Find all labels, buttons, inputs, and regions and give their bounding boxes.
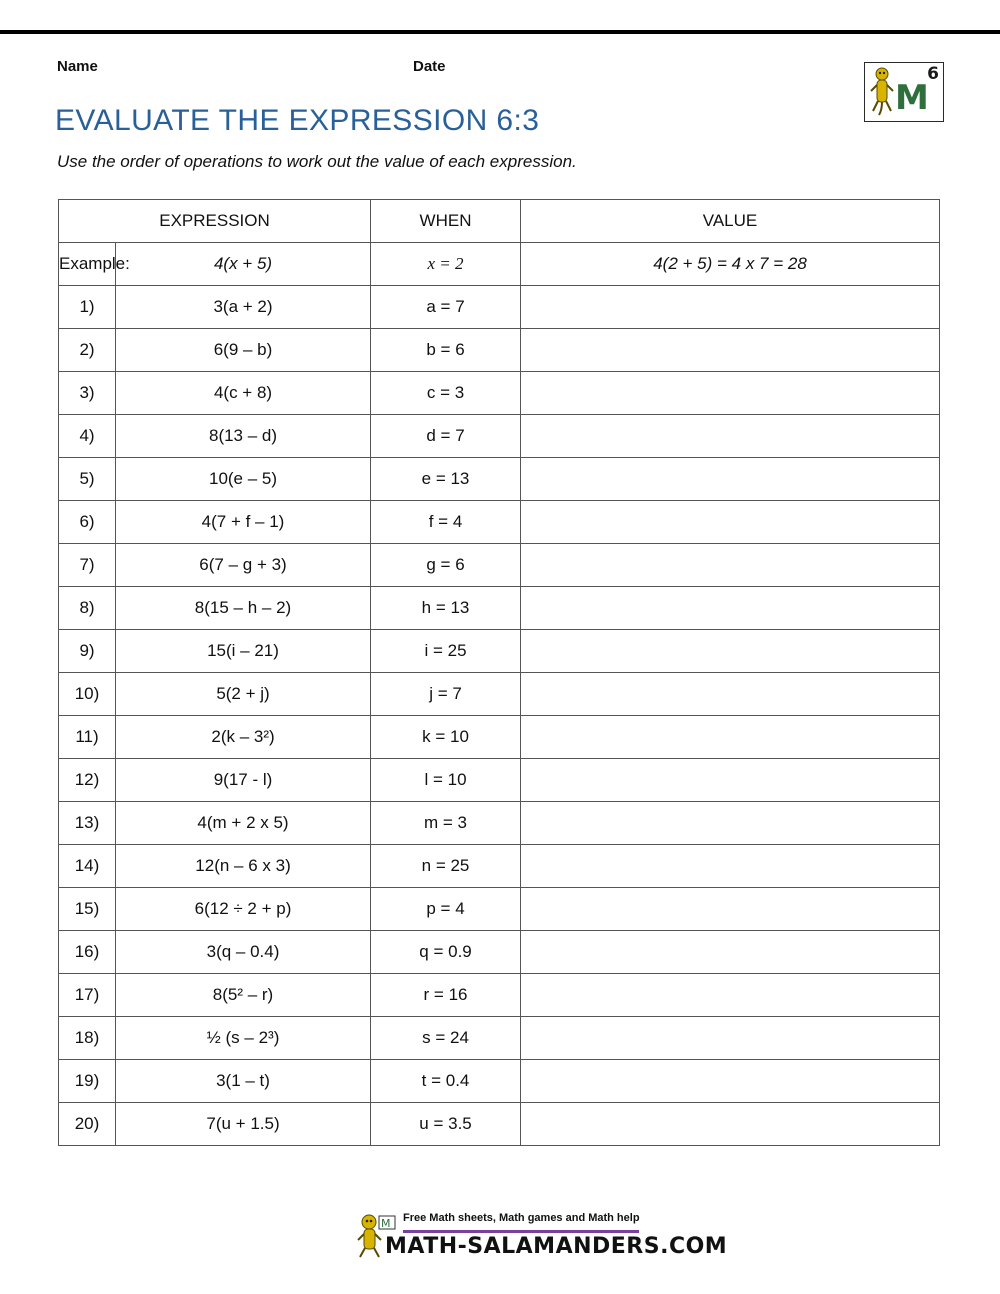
table-row bbox=[59, 458, 940, 501]
example-value: 4(2 + 5) = 4 x 7 = 28 bbox=[521, 243, 940, 286]
row-number: 8) bbox=[59, 587, 116, 630]
footer-divider-bar bbox=[403, 1230, 639, 1233]
row-number: 7) bbox=[59, 544, 116, 587]
row-answer-box[interactable] bbox=[521, 1017, 940, 1060]
row-expression: 8(13 – d) bbox=[116, 415, 371, 458]
row-expression: 15(i – 21) bbox=[116, 630, 371, 673]
table-row bbox=[59, 974, 940, 1017]
table-row bbox=[59, 286, 940, 329]
row-when: e = 13 bbox=[371, 458, 521, 501]
row-expression: 9(17 - l) bbox=[116, 759, 371, 802]
row-answer-box[interactable] bbox=[521, 888, 940, 931]
page-subtitle: Use the order of operations to work out the value of each expression. bbox=[57, 152, 577, 171]
row-number: 19) bbox=[59, 1060, 116, 1103]
example-when: x = 2 bbox=[371, 243, 521, 286]
row-expression: 7(u + 1.5) bbox=[116, 1103, 371, 1146]
table-row bbox=[59, 544, 940, 587]
row-number: 15) bbox=[59, 888, 116, 931]
name-field-label: Name bbox=[57, 58, 98, 75]
table-row bbox=[59, 888, 940, 931]
row-number: 6) bbox=[59, 501, 116, 544]
example-label: Example: bbox=[59, 243, 116, 286]
row-number: 3) bbox=[59, 372, 116, 415]
grade-logo-box bbox=[864, 62, 944, 122]
row-expression: 3(1 – t) bbox=[116, 1060, 371, 1103]
grade-number-badge: 6 bbox=[927, 64, 939, 84]
expression-table bbox=[58, 199, 940, 1146]
row-answer-box[interactable] bbox=[521, 1060, 940, 1103]
row-expression: 6(7 – g + 3) bbox=[116, 544, 371, 587]
row-number: 18) bbox=[59, 1017, 116, 1060]
row-answer-box[interactable] bbox=[521, 544, 940, 587]
row-answer-box[interactable] bbox=[521, 845, 940, 888]
row-when: k = 10 bbox=[371, 716, 521, 759]
page-footer bbox=[0, 1206, 1000, 1273]
row-number: 20) bbox=[59, 1103, 116, 1146]
table-row bbox=[59, 802, 940, 845]
example-expression: 4(x + 5) bbox=[116, 243, 371, 286]
row-expression: 5(2 + j) bbox=[116, 673, 371, 716]
page-title: EVALUATE THE EXPRESSION 6:3 bbox=[55, 104, 540, 137]
table-row bbox=[59, 630, 940, 673]
row-when: t = 0.4 bbox=[371, 1060, 521, 1103]
row-answer-box[interactable] bbox=[521, 415, 940, 458]
row-when: d = 7 bbox=[371, 415, 521, 458]
table-row bbox=[59, 501, 940, 544]
row-answer-box[interactable] bbox=[521, 759, 940, 802]
row-expression: 12(n – 6 x 3) bbox=[116, 845, 371, 888]
row-answer-box[interactable] bbox=[521, 931, 940, 974]
row-number: 9) bbox=[59, 630, 116, 673]
row-number: 17) bbox=[59, 974, 116, 1017]
row-when: r = 16 bbox=[371, 974, 521, 1017]
row-expression: ½ (s – 2³) bbox=[116, 1017, 371, 1060]
table-body bbox=[59, 243, 940, 1146]
row-when: p = 4 bbox=[371, 888, 521, 931]
table-row-example bbox=[59, 243, 940, 286]
row-when: m = 3 bbox=[371, 802, 521, 845]
row-expression: 6(9 – b) bbox=[116, 329, 371, 372]
row-when: a = 7 bbox=[371, 286, 521, 329]
row-number: 1) bbox=[59, 286, 116, 329]
math-salamanders-logo-letter: M bbox=[895, 78, 929, 118]
table-row bbox=[59, 329, 940, 372]
row-expression: 10(e – 5) bbox=[116, 458, 371, 501]
table-row bbox=[59, 1103, 940, 1146]
row-number: 16) bbox=[59, 931, 116, 974]
column-header-value: VALUE bbox=[521, 200, 940, 243]
table-row bbox=[59, 587, 940, 630]
row-expression: 2(k – 3²) bbox=[116, 716, 371, 759]
row-expression: 4(m + 2 x 5) bbox=[116, 802, 371, 845]
column-header-when: WHEN bbox=[371, 200, 521, 243]
row-answer-box[interactable] bbox=[521, 458, 940, 501]
footer-site-name[interactable]: MATH-SALAMANDERS.COM bbox=[385, 1234, 728, 1259]
table-row bbox=[59, 673, 940, 716]
row-when: h = 13 bbox=[371, 587, 521, 630]
row-number: 12) bbox=[59, 759, 116, 802]
row-number: 5) bbox=[59, 458, 116, 501]
row-when: l = 10 bbox=[371, 759, 521, 802]
row-answer-box[interactable] bbox=[521, 1103, 940, 1146]
row-when: i = 25 bbox=[371, 630, 521, 673]
row-answer-box[interactable] bbox=[521, 501, 940, 544]
row-answer-box[interactable] bbox=[521, 630, 940, 673]
row-number: 13) bbox=[59, 802, 116, 845]
row-expression: 6(12 ÷ 2 + p) bbox=[116, 888, 371, 931]
row-number: 4) bbox=[59, 415, 116, 458]
row-answer-box[interactable] bbox=[521, 329, 940, 372]
row-when: g = 6 bbox=[371, 544, 521, 587]
table-header-row bbox=[59, 200, 940, 243]
row-expression: 3(a + 2) bbox=[116, 286, 371, 329]
row-expression: 8(15 – h – 2) bbox=[116, 587, 371, 630]
row-number: 2) bbox=[59, 329, 116, 372]
top-rule-divider bbox=[0, 30, 1000, 34]
svg-text:M: M bbox=[381, 1217, 391, 1230]
row-when: s = 24 bbox=[371, 1017, 521, 1060]
table-row bbox=[59, 1060, 940, 1103]
row-answer-box[interactable] bbox=[521, 372, 940, 415]
footer-tagline: Free Math sheets, Math games and Math help bbox=[403, 1212, 640, 1224]
table-row bbox=[59, 415, 940, 458]
row-number: 10) bbox=[59, 673, 116, 716]
table-row bbox=[59, 716, 940, 759]
row-answer-box[interactable] bbox=[521, 587, 940, 630]
row-expression: 3(q – 0.4) bbox=[116, 931, 371, 974]
table-row bbox=[59, 372, 940, 415]
row-expression: 4(c + 8) bbox=[116, 372, 371, 415]
table-row bbox=[59, 1017, 940, 1060]
row-when: b = 6 bbox=[371, 329, 521, 372]
table-row bbox=[59, 759, 940, 802]
row-answer-box[interactable] bbox=[521, 802, 940, 845]
table-row bbox=[59, 931, 940, 974]
row-expression: 4(7 + f – 1) bbox=[116, 501, 371, 544]
row-answer-box[interactable] bbox=[521, 286, 940, 329]
row-expression: 8(5² – r) bbox=[116, 974, 371, 1017]
row-answer-box[interactable] bbox=[521, 716, 940, 759]
row-when: n = 25 bbox=[371, 845, 521, 888]
row-answer-box[interactable] bbox=[521, 974, 940, 1017]
row-when: c = 3 bbox=[371, 372, 521, 415]
date-field-label: Date bbox=[413, 58, 446, 75]
row-number: 14) bbox=[59, 845, 116, 888]
column-header-expression: EXPRESSION bbox=[59, 200, 371, 243]
row-when: q = 0.9 bbox=[371, 931, 521, 974]
salamander-mascot-icon bbox=[869, 67, 895, 117]
row-when: u = 3.5 bbox=[371, 1103, 521, 1146]
row-when: j = 7 bbox=[371, 673, 521, 716]
row-number: 11) bbox=[59, 716, 116, 759]
row-answer-box[interactable] bbox=[521, 673, 940, 716]
table-row bbox=[59, 845, 940, 888]
row-when: f = 4 bbox=[371, 501, 521, 544]
